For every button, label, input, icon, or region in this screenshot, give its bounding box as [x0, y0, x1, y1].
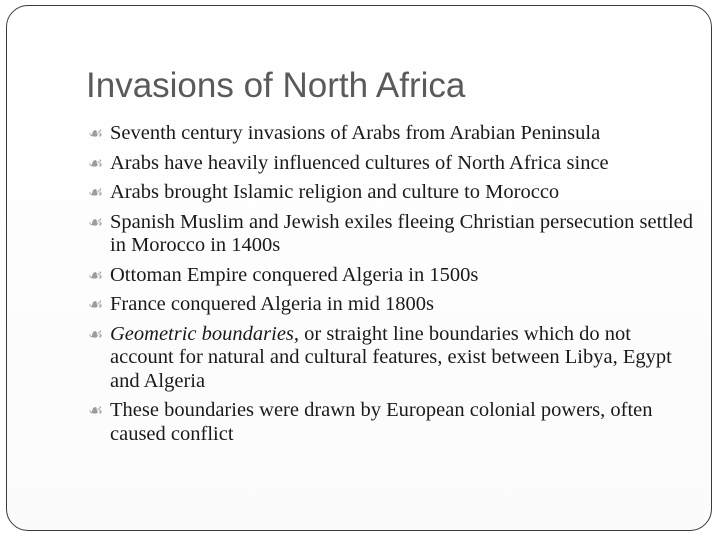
bullet-item: [88, 323, 698, 394]
bullet-text: [110, 323, 672, 392]
fleuron-bullet-icon: [88, 399, 108, 423]
bullet-text: Seventh century invasions of Arabs from Arabian Peninsula: [110, 122, 601, 144]
slide-title: Invasions of North Africa: [86, 66, 466, 105]
bullet-list: [88, 122, 698, 452]
bullet-item: [88, 293, 698, 317]
fleuron-bullet-icon: [88, 152, 108, 176]
slide-frame: [6, 5, 712, 531]
fleuron-bullet-icon: [88, 264, 108, 288]
fleuron-bullet-icon: [88, 293, 108, 317]
fleuron-bullet-icon: [88, 211, 108, 235]
bullet-item: [88, 264, 698, 288]
fleuron-bullet-icon: [88, 181, 108, 205]
fleuron-bullet-icon: [88, 122, 108, 146]
bullet-text: Spanish Muslim and Jewish exiles fleeing Christian persecution settled in Morocco in 1400s: [110, 210, 694, 256]
emphasized-term: Geometric boundaries: [110, 322, 294, 345]
bullet-item: [88, 122, 698, 146]
bullet-text: Ottoman Empire conquered Algeria in 1500s: [110, 263, 479, 286]
fleuron-bullet-icon: [88, 323, 108, 347]
bullet-text: These boundaries were drawn by European colonial powers, often caused conflict: [110, 399, 653, 445]
bullet-text: Arabs brought Islamic religion and culture to Morocco: [110, 181, 560, 203]
bullet-item: [88, 152, 698, 176]
bullet-item: [88, 399, 698, 446]
bullet-text: France conquered Algeria in mid 1800s: [110, 293, 434, 315]
bullet-text-rest: , or straight line boundaries which do not account for natural and cultural features, exist between Libya, Egypt and Algeria: [110, 322, 672, 392]
bullet-item: [88, 181, 698, 205]
bullet-item: [88, 211, 698, 258]
bullet-text: Arabs have heavily influenced cultures of North Africa since: [110, 151, 609, 174]
